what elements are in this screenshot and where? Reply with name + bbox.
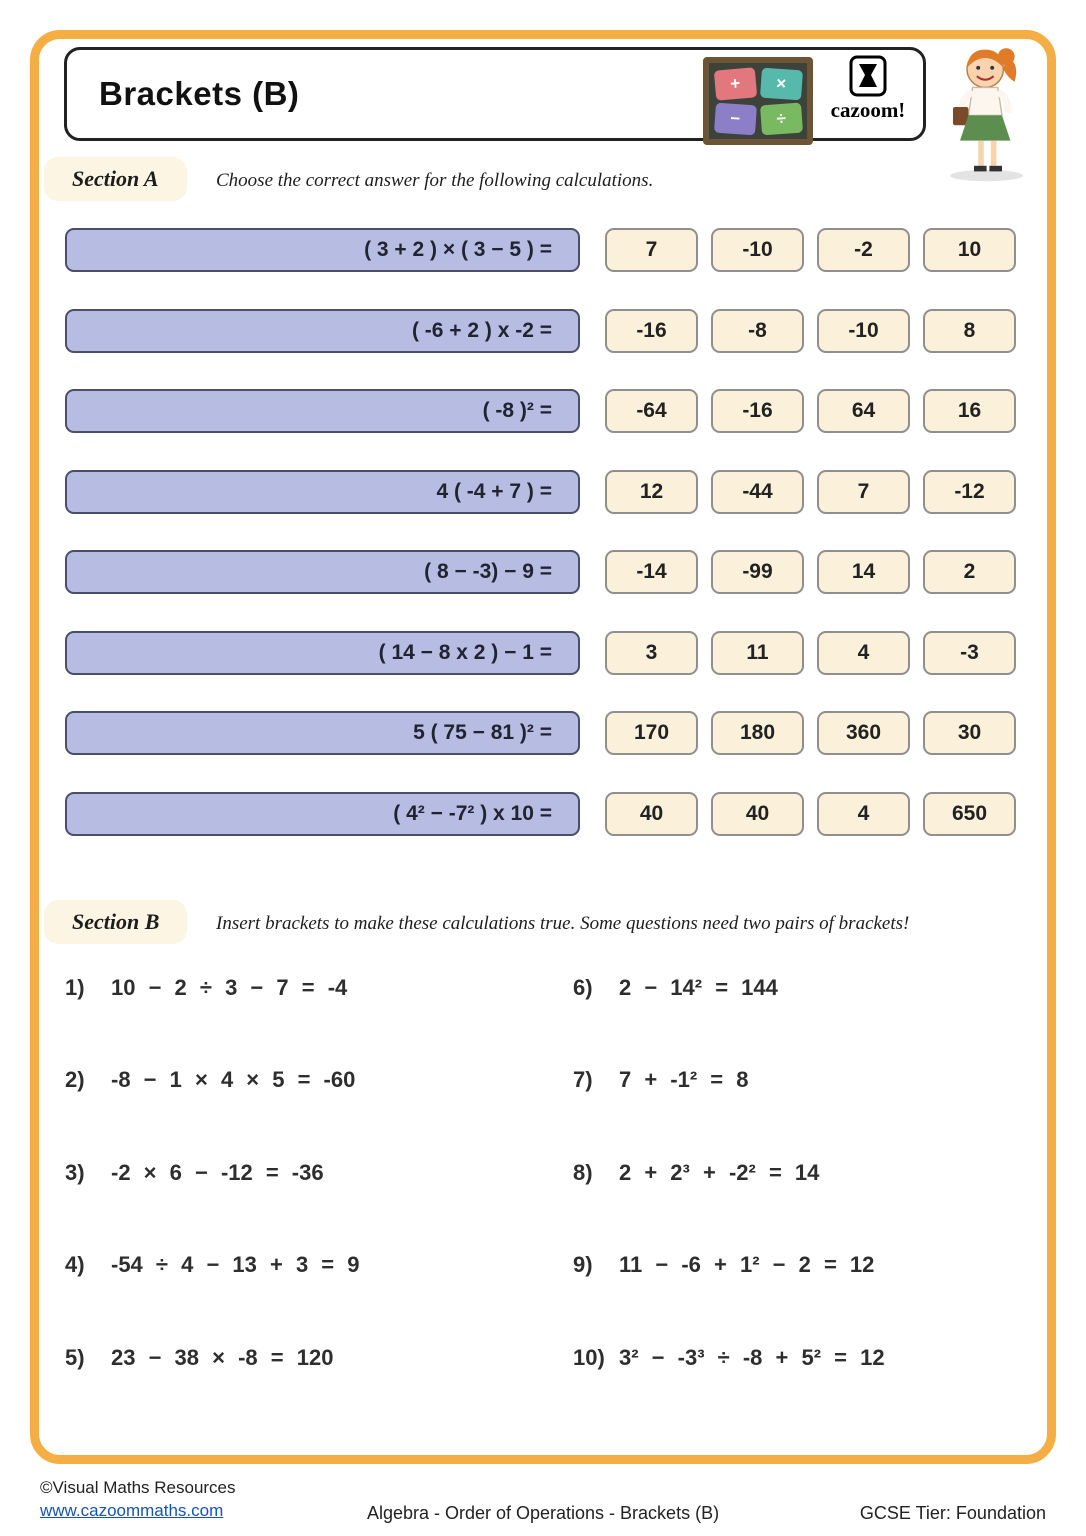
problem-expression: 3² − -3³ ÷ -8 + 5² = 12 — [619, 1345, 885, 1370]
problem-expression: -2 × 6 − -12 = -36 — [111, 1160, 324, 1185]
answer-option[interactable]: 16 — [923, 389, 1016, 433]
problem-number: 3) — [65, 1160, 85, 1185]
minus-tile-icon: − — [714, 102, 756, 134]
question-row — [65, 309, 1016, 353]
section-b-label: Section B — [44, 900, 187, 944]
answer-option[interactable]: 14 — [817, 550, 910, 594]
cazoom-logo-icon — [848, 55, 888, 97]
question-row — [65, 631, 1016, 675]
problem-number: 7) — [573, 1067, 593, 1092]
answer-option[interactable]: 4 — [817, 792, 910, 836]
answer-option[interactable]: 7 — [817, 470, 910, 514]
problem-number: 5) — [65, 1345, 85, 1370]
answer-option[interactable]: 64 — [817, 389, 910, 433]
answer-option[interactable]: -99 — [711, 550, 804, 594]
math-symbols-chalkboard-icon — [703, 57, 813, 145]
answer-option[interactable]: -44 — [711, 470, 804, 514]
answer-option[interactable]: -8 — [711, 309, 804, 353]
question-row — [65, 550, 1016, 594]
question-row — [65, 711, 1016, 755]
problem-number: 1) — [65, 975, 85, 1000]
problem-number: 8) — [573, 1160, 593, 1185]
answer-option[interactable]: 8 — [923, 309, 1016, 353]
problem-row — [573, 1160, 819, 1186]
problem-row — [573, 1252, 874, 1278]
answer-option[interactable]: -16 — [711, 389, 804, 433]
problem-row — [573, 975, 778, 1001]
problem-row — [65, 1160, 324, 1186]
problem-expression: -8 − 1 × 4 × 5 = -60 — [111, 1067, 356, 1092]
problem-number: 9) — [573, 1252, 593, 1277]
question-text: ( 8 − -3) − 9 = — [65, 550, 580, 594]
question-row — [65, 470, 1016, 514]
question-text: ( 14 − 8 x 2 ) − 1 = — [65, 631, 580, 675]
question-text: ( -6 + 2 ) x -2 = — [65, 309, 580, 353]
footer-worksheet-name: Algebra - Order of Operations - Brackets (B) — [366, 1503, 720, 1523]
answer-option[interactable]: -3 — [923, 631, 1016, 675]
answer-option[interactable]: -16 — [605, 309, 698, 353]
problem-row — [65, 1067, 355, 1093]
answer-option[interactable]: 3 — [605, 631, 698, 675]
problem-expression: 11 − -6 + 1² − 2 = 12 — [619, 1252, 875, 1277]
answer-option[interactable]: 40 — [711, 792, 804, 836]
answer-option[interactable]: 7 — [605, 228, 698, 272]
answer-option[interactable]: -64 — [605, 389, 698, 433]
footer-copyright: ©Visual Maths Resources — [40, 1478, 236, 1497]
plus-tile-icon: + — [714, 67, 757, 100]
answer-option[interactable]: 12 — [605, 470, 698, 514]
footer-website-link[interactable]: www.cazoommaths.com — [40, 1501, 224, 1520]
question-row — [65, 228, 1016, 272]
cazoom-logo-text: cazoom! — [830, 98, 906, 122]
footer-tier: GCSE Tier: Foundation — [859, 1503, 1046, 1523]
answer-option[interactable]: 650 — [923, 792, 1016, 836]
question-row — [65, 389, 1016, 433]
problem-row — [573, 1345, 885, 1371]
problem-number: 2) — [65, 1067, 85, 1092]
answer-option[interactable]: 360 — [817, 711, 910, 755]
answer-option[interactable]: 40 — [605, 792, 698, 836]
question-text: ( -8 )² = — [65, 389, 580, 433]
problem-number: 6) — [573, 975, 593, 1000]
problem-row — [65, 1345, 333, 1371]
question-row — [65, 792, 1016, 836]
problem-expression: 7 + -1² = 8 — [619, 1067, 749, 1092]
problem-expression: -54 ÷ 4 − 13 + 3 = 9 — [111, 1252, 360, 1277]
answer-option[interactable]: 170 — [605, 711, 698, 755]
problem-number: 10) — [573, 1345, 605, 1370]
answer-option[interactable]: 10 — [923, 228, 1016, 272]
answer-option[interactable]: 180 — [711, 711, 804, 755]
answer-option[interactable]: -14 — [605, 550, 698, 594]
question-text: 5 ( 75 − 81 )² = — [65, 711, 580, 755]
problem-expression: 23 − 38 × -8 = 120 — [111, 1345, 334, 1370]
section-a-label: Section A — [44, 157, 187, 201]
problem-row — [65, 975, 347, 1001]
question-text: ( 4² − -7² ) x 10 = — [65, 792, 580, 836]
answer-option[interactable]: 4 — [817, 631, 910, 675]
answer-option[interactable]: 2 — [923, 550, 1016, 594]
page-title: Brackets (B) — [99, 75, 300, 112]
answer-option[interactable]: -12 — [923, 470, 1016, 514]
problem-expression: 2 + 2³ + -2² = 14 — [619, 1160, 820, 1185]
answer-option[interactable]: -2 — [817, 228, 910, 272]
answer-option[interactable]: -10 — [817, 309, 910, 353]
problem-expression: 10 − 2 ÷ 3 − 7 = -4 — [111, 975, 348, 1000]
section-b-instruction: Insert brackets to make these calculations true. Some questions need two pairs of brackets! — [216, 913, 910, 934]
problem-row — [573, 1067, 749, 1093]
answer-option[interactable]: 30 — [923, 711, 1016, 755]
question-text: 4 ( -4 + 7 ) = — [65, 470, 580, 514]
multiply-tile-icon: × — [760, 68, 802, 100]
problem-number: 4) — [65, 1252, 85, 1277]
problem-row — [65, 1252, 360, 1278]
divide-tile-icon: ÷ — [760, 102, 802, 134]
teacher-illustration — [938, 44, 1038, 184]
cazoom-logo — [822, 55, 914, 123]
answer-option[interactable]: -10 — [711, 228, 804, 272]
answer-option[interactable]: 11 — [711, 631, 804, 675]
problem-expression: 2 − 14² = 144 — [619, 975, 778, 1000]
section-a-instruction: Choose the correct answer for the following calculations. — [216, 170, 654, 191]
question-text: ( 3 + 2 ) × ( 3 − 5 ) = — [65, 228, 580, 272]
